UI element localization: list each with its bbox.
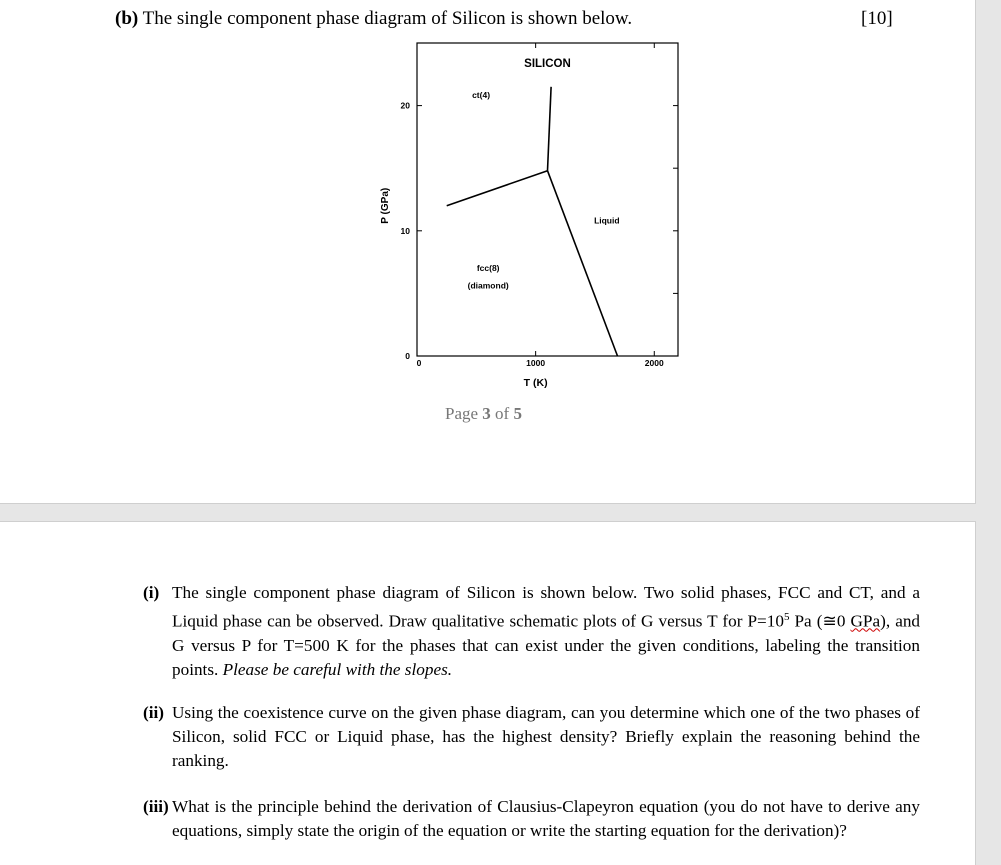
phase-boundary-line: [548, 87, 552, 171]
phase-boundary-line: [447, 171, 548, 206]
phase-boundary-line: [548, 171, 618, 356]
phase-diagram: [370, 38, 690, 398]
page-prefix: Page: [445, 404, 483, 423]
x-tick-label: 0: [416, 358, 422, 368]
item-label: (ii): [143, 703, 164, 722]
item-text: Using the coexistence curve on the given phase diagram, can you determine which one of the two phases of Silicon, solid FCC or Liquid phase, has the highest density? Briefly explain the reasoning behind the ranking.: [172, 703, 920, 770]
item-text-part: ), and G versus P for T=500 K for the phases that can exist under the given conditions, labeling the transition points.: [172, 611, 921, 679]
emphasis-text: Please be careful with the slopes.: [222, 659, 453, 679]
document-page-4: [0, 521, 976, 865]
page-total: 5: [513, 404, 522, 423]
phase-label: ct(4): [472, 90, 491, 101]
question-item-iii: [143, 795, 920, 843]
item-label: (iii): [143, 797, 169, 816]
phase-label: (diamond): [467, 280, 509, 291]
page-footer: [445, 404, 522, 424]
x-tick-label: 2000: [644, 358, 664, 368]
question-label: (b): [115, 8, 139, 29]
question-item-ii: [143, 701, 920, 773]
marks-label: [10]: [861, 8, 893, 29]
y-tick-label: 10: [400, 225, 410, 236]
y-tick-label: 20: [400, 100, 410, 111]
question-heading: [115, 8, 632, 30]
item-text: [172, 581, 920, 682]
item-text-part: Pa (≅0: [789, 611, 851, 631]
phase-label: fcc(8): [476, 262, 500, 273]
question-item-i: [143, 581, 920, 682]
page-current: 3: [482, 404, 491, 423]
plot-frame: [417, 43, 678, 356]
y-tick-label: 0: [405, 351, 410, 361]
phase-label: Liquid: [594, 215, 620, 226]
page-mid: of: [490, 404, 514, 423]
x-tick-label: 1000: [526, 358, 546, 368]
item-text-part: The single component phase diagram of Silicon is shown below. Two solid phases, FCC and CT, and a Liquid phase can be observed. Draw qualitative schematic plots of G versus T for P=10: [172, 583, 920, 631]
item-text: What is the principle behind the derivation of Clausius-Clapeyron equation (you do not have to derive any equations, simply state the origin of the equation or write the starting equation for the derivation)?: [172, 797, 920, 840]
y-axis-label: P (GPa): [380, 187, 391, 224]
x-axis-label: T (K): [523, 377, 548, 389]
question-text: The single component phase diagram of Silicon is shown below.: [138, 8, 633, 29]
exponent: 5: [783, 611, 790, 623]
item-label: (i): [143, 583, 160, 602]
spellcheck-word[interactable]: GPa: [850, 611, 881, 631]
chart-title: SILICON: [524, 58, 571, 70]
